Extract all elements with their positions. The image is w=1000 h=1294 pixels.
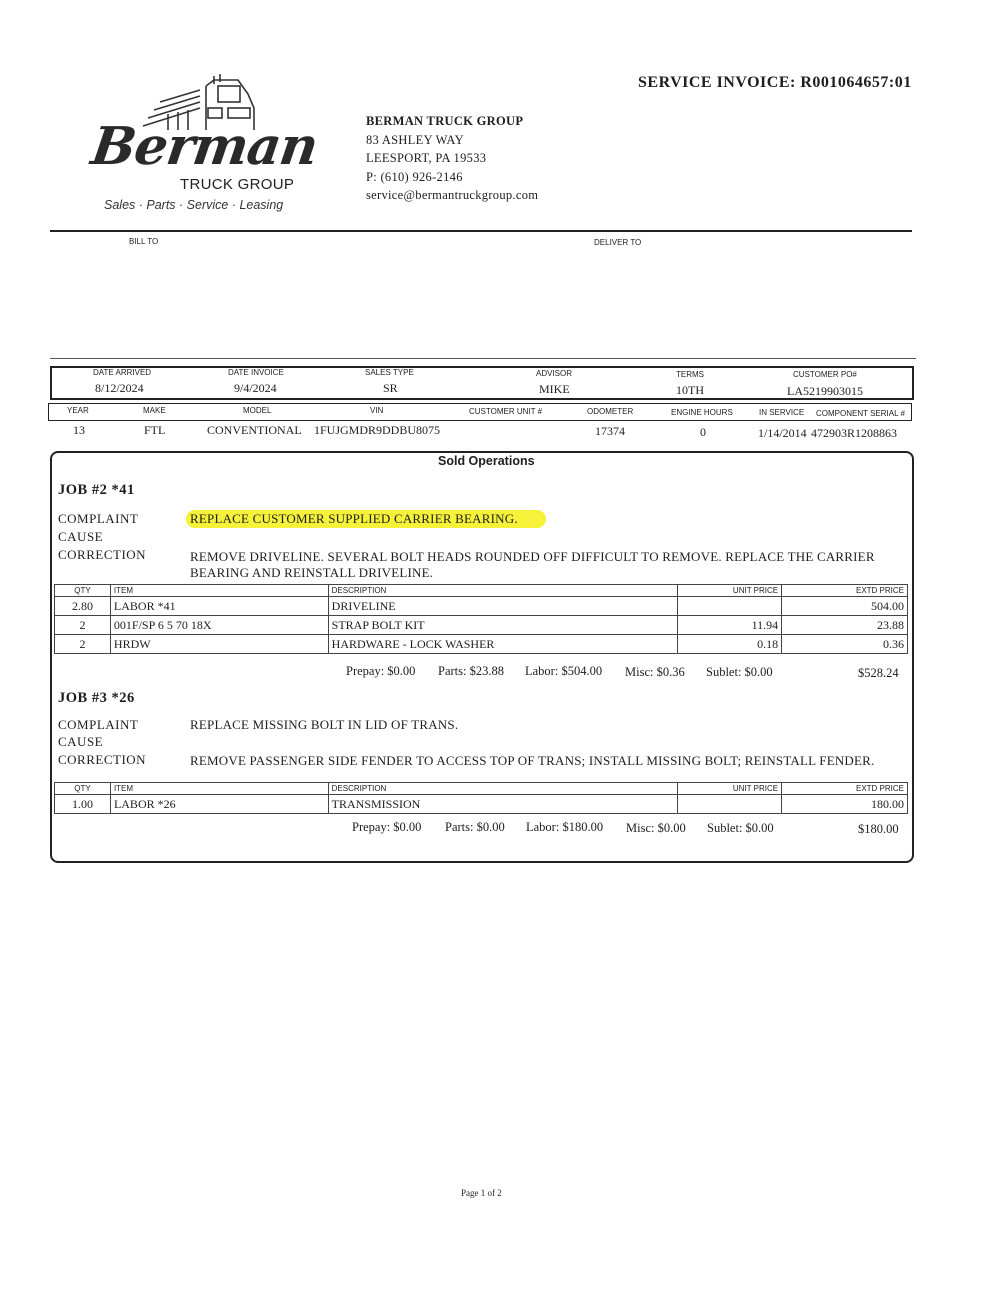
item-header: ITEM <box>110 783 328 795</box>
sales-type-value: SR <box>383 381 398 395</box>
job-3-labor: Labor: $180.00 <box>526 820 604 834</box>
make-label: MAKE <box>143 406 166 415</box>
row-qty: 2.80 <box>55 597 111 616</box>
date-arrived-value: 8/12/2024 <box>95 381 144 395</box>
model-value: CONVENTIONAL <box>207 423 302 437</box>
extd-price-header: EXTD PRICE <box>782 585 908 597</box>
row-item: LABOR *41 <box>110 597 328 616</box>
job-3-parts: Parts: $0.00 <box>445 820 505 834</box>
job-2-sublet: Sublet: $0.00 <box>706 665 773 679</box>
row-qty: 2 <box>55 635 111 654</box>
company-name: BERMAN TRUCK GROUP <box>366 114 524 128</box>
invoice-number: R001064657:01 <box>800 74 912 91</box>
unit-price-header: UNIT PRICE <box>678 783 782 795</box>
row-unit-price: 11.94 <box>678 616 782 635</box>
row-extd-price: 0.36 <box>782 635 908 654</box>
row-description: DRIVELINE <box>328 597 678 616</box>
job-3-cause-label: CAUSE <box>58 734 104 749</box>
bill-to-label: BILL TO <box>129 237 159 246</box>
company-email: service@bermantruckgroup.com <box>366 188 539 202</box>
page-number: Page 1 of 2 <box>461 1188 502 1198</box>
job-2-cause-label: CAUSE <box>58 529 104 544</box>
job-2-misc: Misc: $0.36 <box>625 665 685 679</box>
invoice-title <box>638 74 912 92</box>
job-2-title: JOB #2 *41 <box>58 482 135 498</box>
row-unit-price: 0.18 <box>678 635 782 654</box>
job-3-items-table <box>54 782 908 814</box>
sales-type-label: SALES TYPE <box>365 368 414 377</box>
component-serial-value: 472903R1208863 <box>811 426 898 440</box>
row-description: HARDWARE - LOCK WASHER <box>328 635 678 654</box>
description-header: DESCRIPTION <box>328 585 678 597</box>
job-2-complaint-text: REPLACE CUSTOMER SUPPLIED CARRIER BEARING. <box>186 510 546 528</box>
customer-po-value: LA5219903015 <box>787 384 863 398</box>
vin-value: 1FUJGMDR9DDBU8075 <box>314 423 441 437</box>
vin-label: VIN <box>370 406 384 415</box>
terms-value: 10TH <box>676 383 704 397</box>
unit-price-header: UNIT PRICE <box>678 585 782 597</box>
odometer-label: ODOMETER <box>587 407 634 416</box>
row-extd-price: 23.88 <box>782 616 908 635</box>
customer-po-label: CUSTOMER PO# <box>793 370 857 379</box>
table-row <box>55 616 908 635</box>
in-service-value: 1/14/2014 <box>758 426 807 440</box>
table-row <box>55 635 908 654</box>
model-label: MODEL <box>243 406 272 415</box>
row-extd-price: 504.00 <box>782 597 908 616</box>
table-row <box>55 597 908 616</box>
job-2-items-table <box>54 584 908 654</box>
job-2-complaint <box>186 511 546 527</box>
job-3-correction-line-1: REMOVE PASSENGER SIDE FENDER TO ACCESS TOP OF TRANS; INSTALL MISSING BOLT; REINSTALL FENDER. <box>190 753 875 768</box>
job-2-correction-line-2: BEARING AND REINSTALL DRIVELINE. <box>190 565 434 580</box>
job-2-labor: Labor: $504.00 <box>525 664 603 678</box>
odometer-value: 17374 <box>595 424 625 438</box>
make-value: FTL <box>144 423 166 437</box>
job-3-total: $180.00 <box>858 822 899 836</box>
section-divider <box>50 358 916 359</box>
job-3-correction-label: CORRECTION <box>58 752 147 767</box>
row-description: TRANSMISSION <box>328 795 678 814</box>
table-row <box>55 795 908 814</box>
engine-hours-value: 0 <box>700 425 706 439</box>
job-2-parts: Parts: $23.88 <box>438 664 504 678</box>
sold-operations-title: Sold Operations <box>438 454 535 468</box>
date-invoice-label: DATE INVOICE <box>228 368 284 377</box>
invoice-title-label: SERVICE INVOICE: <box>638 74 796 91</box>
row-extd-price: 180.00 <box>782 795 908 814</box>
item-header: ITEM <box>110 585 328 597</box>
company-address <box>366 112 538 205</box>
job-3-prepay: Prepay: $0.00 <box>352 820 422 834</box>
company-city: LEESPORT, PA 19533 <box>366 151 487 165</box>
year-label: YEAR <box>67 406 89 415</box>
qty-header: QTY <box>55 585 111 597</box>
job-3-complaint-label: COMPLAINT <box>58 717 139 732</box>
row-unit-price <box>678 795 782 814</box>
job-3-misc: Misc: $0.00 <box>626 821 686 835</box>
row-qty: 1.00 <box>55 795 111 814</box>
logo-wordmark: Berman <box>87 116 322 177</box>
company-phone: P: (610) 926-2146 <box>366 169 463 184</box>
header-divider <box>50 230 912 232</box>
company-logo <box>87 72 322 217</box>
row-item: 001F/SP 6 5 70 18X <box>110 616 328 635</box>
row-unit-price <box>678 597 782 616</box>
job-2-correction-line-1: REMOVE DRIVELINE. SEVERAL BOLT HEADS ROUNDED OFF DIFFICULT TO REMOVE. REPLACE THE CARRIER <box>190 549 875 564</box>
date-arrived-label: DATE ARRIVED <box>93 368 152 377</box>
date-invoice-value: 9/4/2024 <box>234 381 277 395</box>
year-value: 13 <box>73 423 85 437</box>
job-2-correction-label: CORRECTION <box>58 547 147 562</box>
order-info-box <box>50 366 914 400</box>
in-service-label: IN SERVICE <box>759 408 805 417</box>
terms-label: TERMS <box>676 370 704 379</box>
job-2-total: $528.24 <box>858 666 899 680</box>
customer-unit-label: CUSTOMER UNIT # <box>469 407 543 416</box>
extd-price-header: EXTD PRICE <box>782 783 908 795</box>
logo-subtitle: TRUCK GROUP <box>180 176 295 193</box>
table-header-row <box>55 783 908 795</box>
job-2-prepay: Prepay: $0.00 <box>346 664 416 678</box>
advisor-label: ADVISOR <box>536 369 573 378</box>
table-header-row <box>55 585 908 597</box>
logo-tagline: Sales · Parts · Service · Leasing <box>104 198 284 212</box>
company-street: 83 ASHLEY WAY <box>366 132 464 147</box>
description-header: DESCRIPTION <box>328 783 678 795</box>
row-qty: 2 <box>55 616 111 635</box>
job-3-sublet: Sublet: $0.00 <box>707 821 774 835</box>
job-2-complaint-label: COMPLAINT <box>58 511 139 526</box>
row-item: HRDW <box>110 635 328 654</box>
job-3-complaint: REPLACE MISSING BOLT IN LID OF TRANS. <box>190 717 459 732</box>
row-description: STRAP BOLT KIT <box>328 616 678 635</box>
engine-hours-label: ENGINE HOURS <box>671 408 733 417</box>
deliver-to-label: DELIVER TO <box>594 238 642 247</box>
row-item: LABOR *26 <box>110 795 328 814</box>
advisor-value: MIKE <box>539 382 570 396</box>
component-serial-label: COMPONENT SERIAL # <box>816 409 905 418</box>
qty-header: QTY <box>55 783 111 795</box>
job-3-title: JOB #3 *26 <box>58 690 135 706</box>
